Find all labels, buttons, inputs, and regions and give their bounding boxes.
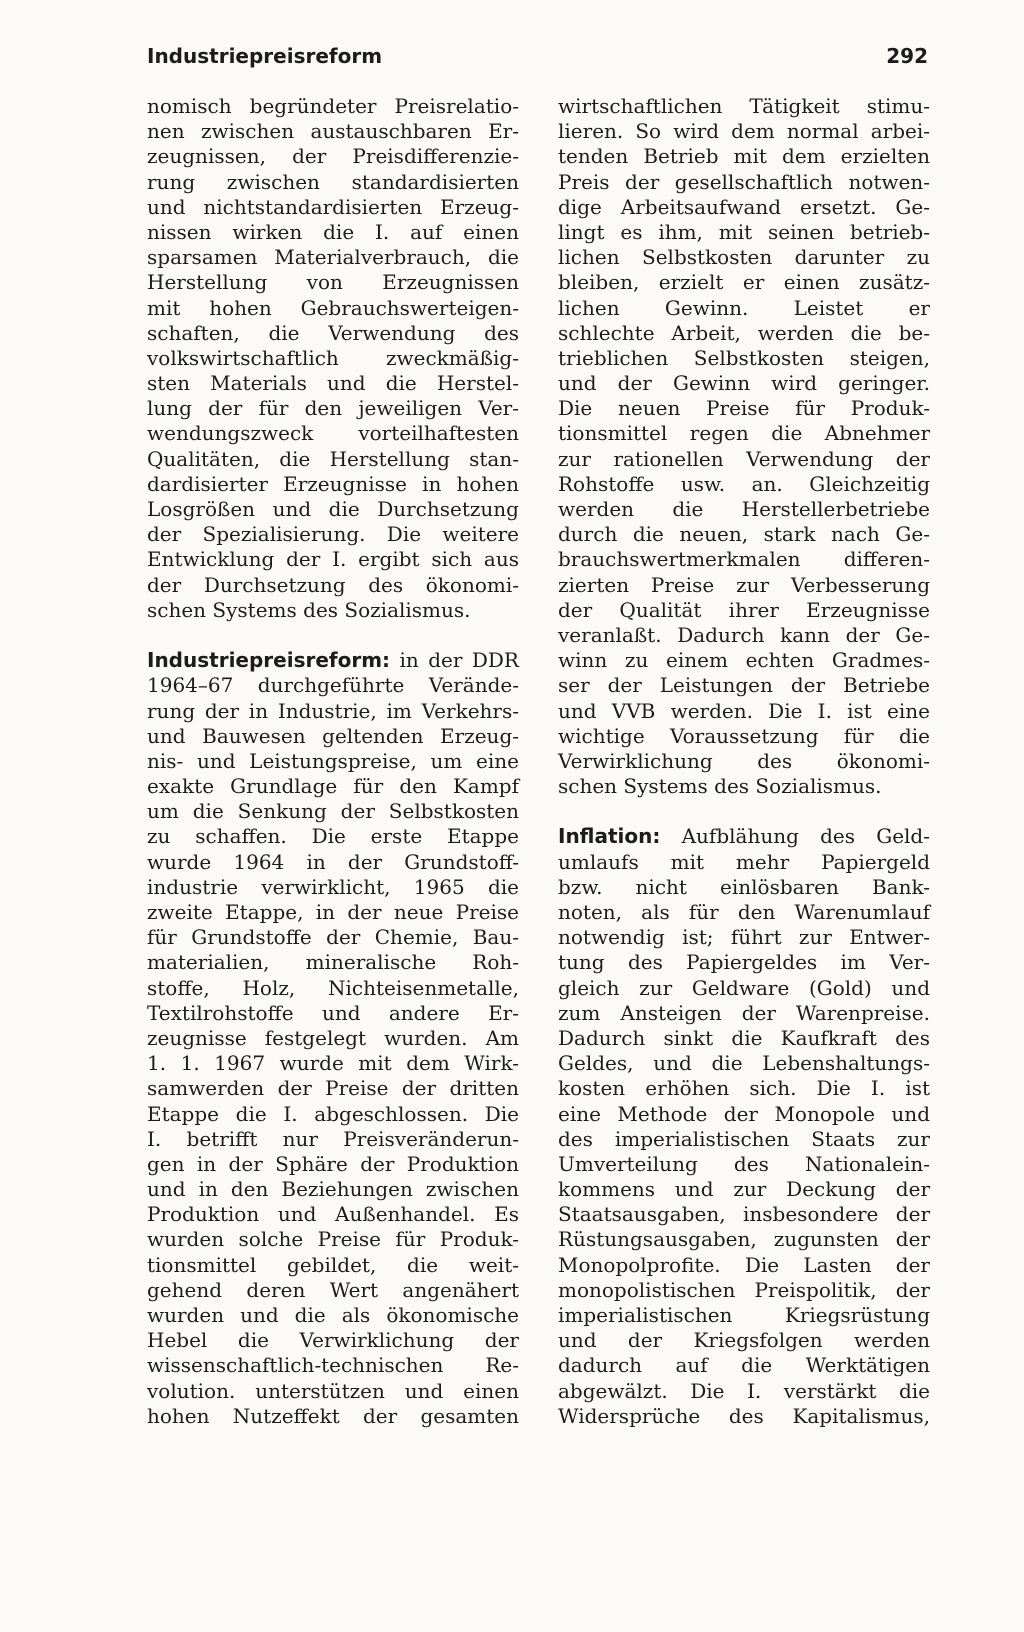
paragraph-gap [558, 799, 930, 824]
text-line: Etappe die I. abgeschlossen. Die [147, 1101, 519, 1126]
text-line: zur rationellen Verwendung der [558, 446, 930, 471]
text-line: imperialistischen Kriegsrüstung [558, 1303, 930, 1327]
entry-heading-rest: Aufblähung des Geld- [660, 824, 930, 849]
left-para1 [147, 94, 519, 623]
text-line: tenden Betrieb mit dem erzielten [558, 144, 930, 169]
text-line: lichen Gewinn. Leistet er [558, 295, 930, 320]
text-line: hohen Nutzeffekt der gesamten [147, 1403, 519, 1428]
text-line: durch die neuen, stark nach Ge- [558, 522, 930, 547]
text-line: trieblichen Selbstkosten steigen, [558, 345, 930, 370]
text-line: winn zu einem echten Gradmes- [558, 648, 930, 673]
text-line: Rüstungsausgaben, zugunsten der [558, 1227, 930, 1252]
text-line: werden die Herstellerbetriebe [558, 497, 930, 521]
text-line: lieren. So wird dem normal arbei- [558, 119, 930, 144]
text-line: kommens und zur Deckung der [558, 1177, 930, 1202]
left-column [147, 94, 519, 1429]
right-para1 [558, 94, 930, 799]
text-line: Herstellung von Erzeugnissen [147, 270, 519, 295]
text-line: Qualitäten, die Herstellung stan- [147, 446, 519, 471]
text-line: dardisierter Erzeugnisse in hohen [147, 471, 519, 496]
text-line: nen zwischen austauschbaren Er- [147, 119, 519, 144]
text-line: wichtige Voraussetzung für die [558, 723, 930, 748]
text-line: stoffe, Holz, Nichteisenmetalle, [147, 975, 519, 1000]
text-line: und Bauwesen geltenden Erzeug- [147, 723, 519, 748]
text-line: tionsmittel regen die Abnehmer [558, 421, 930, 446]
text-line: volution. unterstützen und einen [147, 1378, 519, 1403]
text-line: Hebel die Verwirklichung der [147, 1328, 519, 1353]
text-line: noten, als für den Warenumlauf [558, 900, 930, 924]
entry-heading: Industriepreisreform: [147, 648, 391, 673]
text-line: für Grundstoffe der Chemie, Bau- [147, 925, 519, 950]
text-line: Rohstoffe usw. an. Gleichzeitig [558, 471, 930, 496]
text-line: Produktion und Außenhandel. Es [147, 1202, 519, 1227]
right-column [558, 94, 930, 1429]
text-line: umlaufs mit mehr Papiergeld [558, 849, 930, 874]
text-line: Umverteilung des Nationalein- [558, 1151, 930, 1176]
text-line: Losgrößen und die Durchsetzung [147, 497, 519, 521]
text-line: Die neuen Preise für Produk- [558, 396, 930, 421]
text-line: brauchswertmerkmalen differen- [558, 547, 930, 572]
text-line: zeugnissen, der Preisdifferenzie- [147, 144, 519, 169]
text-line: wendungszweck vorteilhaftesten [147, 421, 519, 446]
text-line: materialien, mineralische Roh- [147, 950, 519, 975]
text-line: sparsamen Materialverbrauch, die [147, 245, 519, 270]
text-line: und in den Beziehungen zwischen [147, 1177, 519, 1202]
text-line: gen in der Sphäre der Produktion [147, 1151, 519, 1176]
text-line: um die Senkung der Selbstkosten [147, 799, 519, 824]
text-line: zu schaffen. Die erste Etappe [147, 824, 519, 849]
text-line: volkswirtschaftlich zweckmäßig- [147, 345, 519, 370]
text-line: der Durchsetzung des ökonomi- [147, 572, 519, 597]
text-line: Staatsausgaben, insbesondere der [558, 1202, 930, 1227]
text-line: 1964–67 durchgeführte Verände- [147, 673, 519, 698]
text-line: sten Materials und die Herstel- [147, 371, 519, 396]
paragraph-gap [147, 623, 519, 648]
text-line: nomisch begründeter Preisrelatio- [147, 94, 519, 118]
text-line: bleiben, erzielt er einen zusätz- [558, 270, 930, 295]
text-line: mit hohen Gebrauchswerteigen- [147, 295, 519, 320]
entry-heading-rest: in der DDR [390, 648, 519, 673]
entry-heading: Inflation: [558, 824, 661, 849]
text-line: schen Systems des Sozialismus. [147, 597, 471, 622]
page-number: 292 [886, 44, 928, 68]
text-line: Entwicklung der I. ergibt sich aus [147, 547, 519, 572]
text-line: rung der in Industrie, im Verkehrs- [147, 698, 519, 723]
text-line: Verwirklichung des ökonomi- [558, 748, 930, 773]
text-line: lung der für den jeweiligen Ver- [147, 396, 519, 421]
text-line: zum Ansteigen der Warenpreise. [558, 1000, 930, 1025]
text-line: Geldes, und die Lebenshaltungs- [558, 1051, 930, 1076]
text-line: lichen Selbstkosten darunter zu [558, 245, 930, 270]
text-line: I. betrifft nur Preisveränderun- [147, 1126, 519, 1151]
text-line: nissen wirken die I. auf einen [147, 219, 519, 244]
text-line: nis- und Leistungspreise, um eine [147, 748, 519, 773]
text-line: Widersprüche des Kapitalismus, [558, 1403, 930, 1428]
text-line: veranlaßt. Dadurch kann der Ge- [558, 622, 930, 647]
text-line: zierten Preise zur Verbesserung [558, 572, 930, 597]
text-line: abgewälzt. Die I. verstärkt die [558, 1378, 930, 1403]
text-line: des imperialistischen Staats zur [558, 1126, 930, 1151]
text-line: rung zwischen standardisierten [147, 169, 519, 194]
text-line: der Qualität ihrer Erzeugnisse [558, 597, 930, 622]
text-line: gleich zur Geldware (Gold) und [558, 975, 930, 1000]
text-line: und der Kriegsfolgen werden [558, 1328, 930, 1353]
page-header [147, 44, 928, 68]
text-line: 1. 1. 1967 wurde mit dem Wirk- [147, 1051, 519, 1076]
text-line: schen Systems des Sozialismus. [558, 774, 882, 799]
right-para2 [558, 850, 930, 1429]
left-para2 [147, 673, 519, 1429]
text-line: zweite Etappe, in der neue Preise [147, 900, 519, 924]
text-line: und der Gewinn wird geringer. [558, 371, 930, 396]
text-line: der Spezialisierung. Die weitere [147, 522, 519, 547]
text-line: wissenschaftlich-technischen Re- [147, 1353, 519, 1378]
text-line: notwendig ist; führt zur Entwer- [558, 925, 930, 950]
text-line: tung des Papiergeldes im Ver- [558, 950, 930, 975]
text-line: kosten erhöhen sich. Die I. ist [558, 1076, 930, 1101]
text-line: exakte Grundlage für den Kampf [147, 774, 519, 799]
text-line: Monopolprofite. Die Lasten der [558, 1252, 930, 1277]
text-line: und nichtstandardisierten Erzeug- [147, 194, 519, 219]
running-head: Industriepreisreform [147, 44, 383, 68]
text-line: Dadurch sinkt die Kaufkraft des [558, 1025, 930, 1050]
text-line: monopolistischen Preispolitik, der [558, 1277, 930, 1302]
text-line: bzw. nicht einlösbaren Bank- [558, 874, 930, 899]
text-line: Preis der gesellschaftlich notwen- [558, 169, 930, 194]
text-line: wurden solche Preise für Produk- [147, 1227, 519, 1252]
text-line: gehend deren Wert angenähert [147, 1277, 519, 1302]
text-line: tionsmittel gebildet, die weit- [147, 1252, 519, 1277]
text-line: ser der Leistungen der Betriebe [558, 673, 930, 698]
text-line: wurden und die als ökonomische [147, 1303, 519, 1327]
text-line: wurde 1964 in der Grundstoff- [147, 849, 519, 874]
text-line: und VVB werden. Die I. ist eine [558, 698, 930, 723]
entry-heading-line [147, 648, 519, 673]
text-line: dadurch auf die Werktätigen [558, 1353, 930, 1378]
entry-heading-line [558, 824, 930, 849]
text-line: zeugnisse festgelegt wurden. Am [147, 1025, 519, 1050]
text-line: industrie verwirklicht, 1965 die [147, 874, 519, 899]
text-line: samwerden der Preise der dritten [147, 1076, 519, 1101]
text-line: dige Arbeitsaufwand ersetzt. Ge- [558, 194, 930, 219]
text-line: schaften, die Verwendung des [147, 320, 519, 345]
text-line: wirtschaftlichen Tätigkeit stimu- [558, 94, 930, 118]
text-line: lingt es ihm, mit seinen betrieb- [558, 219, 930, 244]
text-line: eine Methode der Monopole und [558, 1101, 930, 1126]
text-line: Textilrohstoffe und andere Er- [147, 1000, 519, 1025]
text-line: schlechte Arbeit, werden die be- [558, 320, 930, 345]
